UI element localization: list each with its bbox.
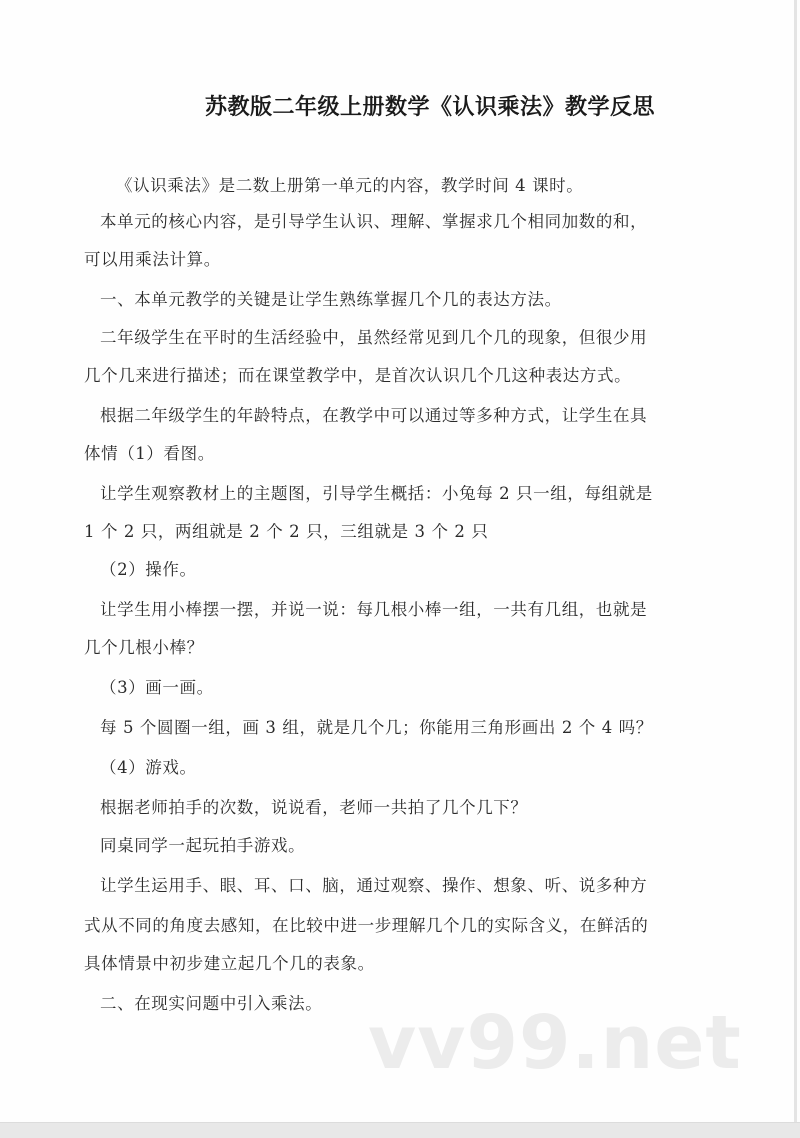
text-line: 几个几来进行描述；而在课堂教学中，是首次认识几个几这种表达方式。 (84, 366, 632, 385)
text-line: 体情（1）看图。 (84, 444, 215, 463)
text-line: 二年级学生在平时的生活经验中，虽然经常见到几个几的现象，但很少用 (100, 328, 648, 347)
text-line: 《认识乘法》是二数上册第一单元的内容，教学时间 4 课时。 (116, 176, 584, 195)
text-line: 根据二年级学生的年龄特点，在教学中可以通过等多种方式，让学生在具 (100, 406, 648, 425)
text-line: 几个几根小棒？ (84, 638, 204, 657)
text-line: 让学生运用手、眼、耳、口、脑，通过观察、操作、想象、听、说多种方 (100, 876, 648, 895)
text-line: 1 个 2 只，两组就是 2 个 2 只，三组就是 3 个 2 只 (84, 522, 489, 541)
text-line: 一、本单元教学的关键是让学生熟练掌握几个几的表达方法。 (100, 290, 562, 309)
text-line: 具体情景中初步建立起几个几的表象。 (84, 954, 375, 973)
page-bottom-edge (0, 1122, 800, 1138)
text-line: 本单元的核心内容，是引导学生认识、理解、掌握求几个相同加数的和， (100, 212, 648, 231)
text-line: 可以用乘法计算。 (84, 250, 221, 269)
text-line: （4）游戏。 (100, 758, 197, 777)
watermark: vv99.net (368, 1000, 742, 1086)
document-title: 苏教版二年级上册数学《认识乘法》教学反思 (204, 95, 655, 120)
text-line: 二、在现实问题中引入乘法。 (100, 994, 323, 1013)
text-line: （2）操作。 (100, 560, 197, 579)
text-line: 让学生观察教材上的主题图，引导学生概括：小兔每 2 只一组，每组就是 (100, 484, 653, 503)
text-line: 每 5 个圆圈一组，画 3 组，就是几个几；你能用三角形画出 2 个 4 吗？ (100, 718, 653, 737)
text-line: 根据老师拍手的次数，说说看，老师一共拍了几个几下？ (100, 798, 528, 817)
text-line: （3）画一画。 (100, 678, 214, 697)
text-line: 式从不同的角度去感知，在比较中进一步理解几个几的实际含义，在鲜活的 (84, 916, 649, 935)
text-line: 让学生用小棒摆一摆，并说一说：每几根小棒一组，一共有几组，也就是 (100, 600, 648, 619)
text-line: 同桌同学一起玩拍手游戏。 (100, 836, 306, 855)
